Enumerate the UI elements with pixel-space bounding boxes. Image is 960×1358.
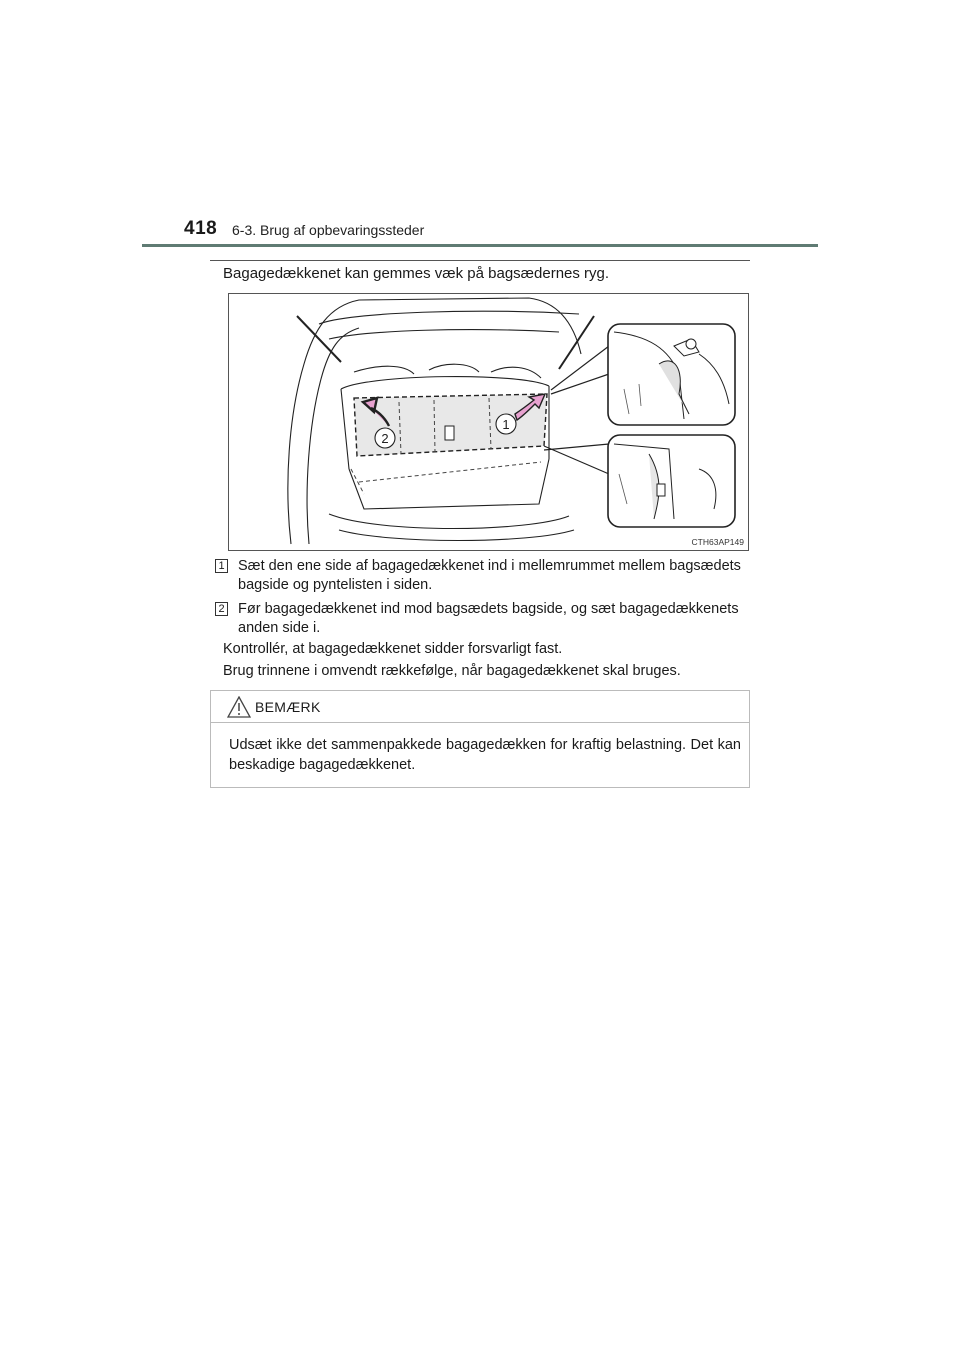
header-rule [142, 244, 818, 247]
note-check: Kontrollér, at bagagedækkenet sidder forsvarligt fast. [223, 641, 563, 657]
note-reverse: Brug trinnene i omvendt rækkefølge, når bagagedækkenet skal bruges. [223, 663, 681, 679]
warning-triangle-icon [227, 696, 251, 718]
figure-code: CTH63AP149 [691, 537, 744, 547]
step-number-badge: 1 [215, 559, 228, 573]
notice-box [210, 690, 750, 788]
section-title: 6-3. Brug af opbevaringssteder [232, 222, 425, 238]
inset-detail-top [608, 324, 735, 425]
step-text: Før bagagedækkenet ind mod bagsædets bagside, og sæt bagagedækkenets anden side i. [238, 601, 739, 636]
svg-text:2: 2 [381, 431, 389, 446]
notice-title: BEMÆRK [255, 699, 321, 715]
illustration-figure [228, 293, 749, 551]
svg-text:1: 1 [502, 417, 510, 432]
page-number: 418 [184, 218, 218, 239]
notice-body: Udsæt ikke det sammenpakkede bagagedækken for kraftig belastning. Det kan beskadige bagagedækkenet. [229, 737, 741, 773]
step-number-badge: 2 [215, 602, 228, 616]
callout-1 [496, 414, 516, 434]
step-text: Sæt den ene side af bagagedækkenet ind i mellemrummet mellem bagsædets bagside og pyntelisten i siden. [238, 558, 741, 593]
intro-rule [210, 260, 750, 261]
notice-header [211, 691, 749, 723]
callout-2 [375, 428, 395, 448]
intro-text: Bagagedækkenet kan gemmes væk på bagsædernes ryg. [223, 265, 610, 282]
cargo-area-illustration [229, 294, 750, 552]
inset-detail-bottom [608, 435, 735, 527]
